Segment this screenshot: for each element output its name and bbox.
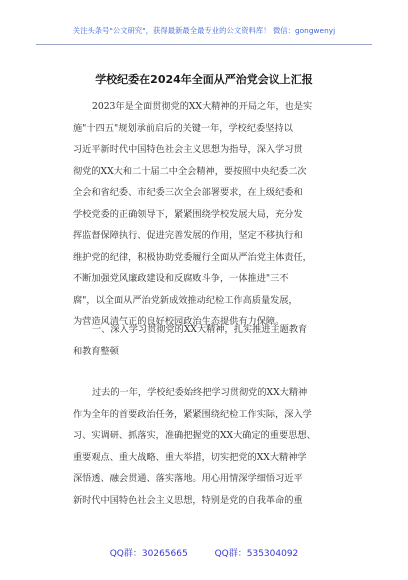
footer-contacts xyxy=(0,548,408,560)
paragraph-line: 过去的一年，学校纪委始终把学习贯彻党的XX大精神 xyxy=(92,387,308,398)
paragraph-line: 2023年是全面贯彻党的XX大精神的开局之年，也是实 xyxy=(92,101,313,112)
paragraph-line: 新时代中国特色社会主义思想，特别是党的自我革命的重 xyxy=(73,494,303,506)
footer-qq-group-2: QQ群：535304092 xyxy=(214,549,299,559)
paragraph-section1 xyxy=(73,382,362,511)
header-banner: 关注头条号"公文研究"，获得最新最全最专业的公文资料库！ 微信：gongwenyj xyxy=(72,26,336,35)
paragraph-line: 维护党的纪律，积极协助党委履行全面从严治党主体责任， xyxy=(73,251,312,263)
paragraph-line: 不断加强党风廉政建设和反腐败斗争，一体推进"三不 xyxy=(73,273,289,284)
paragraph-line: 彻党的XX大和二十届二中全会精神，要按照中央纪委二次 xyxy=(73,165,307,177)
paragraph-line: 全会和省纪委、市纪委三次全会部署要求，在上级纪委和 xyxy=(73,187,303,198)
footer-qq-group-1: QQ群：30265665 xyxy=(109,549,188,559)
paragraph-line: 习、实调研、抓落实，准确把握党的XX大确定的重要思想、 xyxy=(73,430,316,441)
paragraph-line: 挥监督保障执行、促进完善发展的作用，坚定不移执行和 xyxy=(73,230,303,241)
section-heading-line: 一、深入学习贯彻党的XX大精神，扎实推进主题教育 xyxy=(92,324,308,335)
paragraph-line: 习近平新时代中国特色社会主义思想为指导，深入学习贯 xyxy=(73,144,303,155)
header-divider xyxy=(36,44,372,45)
section-heading xyxy=(73,319,364,363)
section-heading-line: 和教育整顿 xyxy=(73,346,119,357)
paragraph-line: 腐"，以全面从严治党新成效推动纪检工作高质量发展， xyxy=(73,294,298,306)
paragraph-line: 施"十四五"规划承前启后的关键一年，学校纪委坚持以 xyxy=(73,122,293,134)
paragraph-line: 深悟透、融会贯通、落实落地。用心用情深学细悟习近平 xyxy=(73,473,303,484)
paragraph-line: 重要观点、重大战略、重大举措，切实把党的XX大精神学 xyxy=(73,451,307,463)
paragraph-line: 学校党委的正确领导下，紧紧围绕学校发展大局，充分发 xyxy=(73,208,303,220)
paragraph-line: 为营造风清气正的良好校园政治生态提供有力保障。 xyxy=(73,316,285,327)
paragraph-line: 作为全年的首要政治任务，紧紧围绕纪检工作实际，深入学 xyxy=(73,408,312,420)
paragraph-intro xyxy=(73,96,362,333)
document-title: 学校纪委在2024年全面从严治党会议上汇报 xyxy=(95,73,313,86)
